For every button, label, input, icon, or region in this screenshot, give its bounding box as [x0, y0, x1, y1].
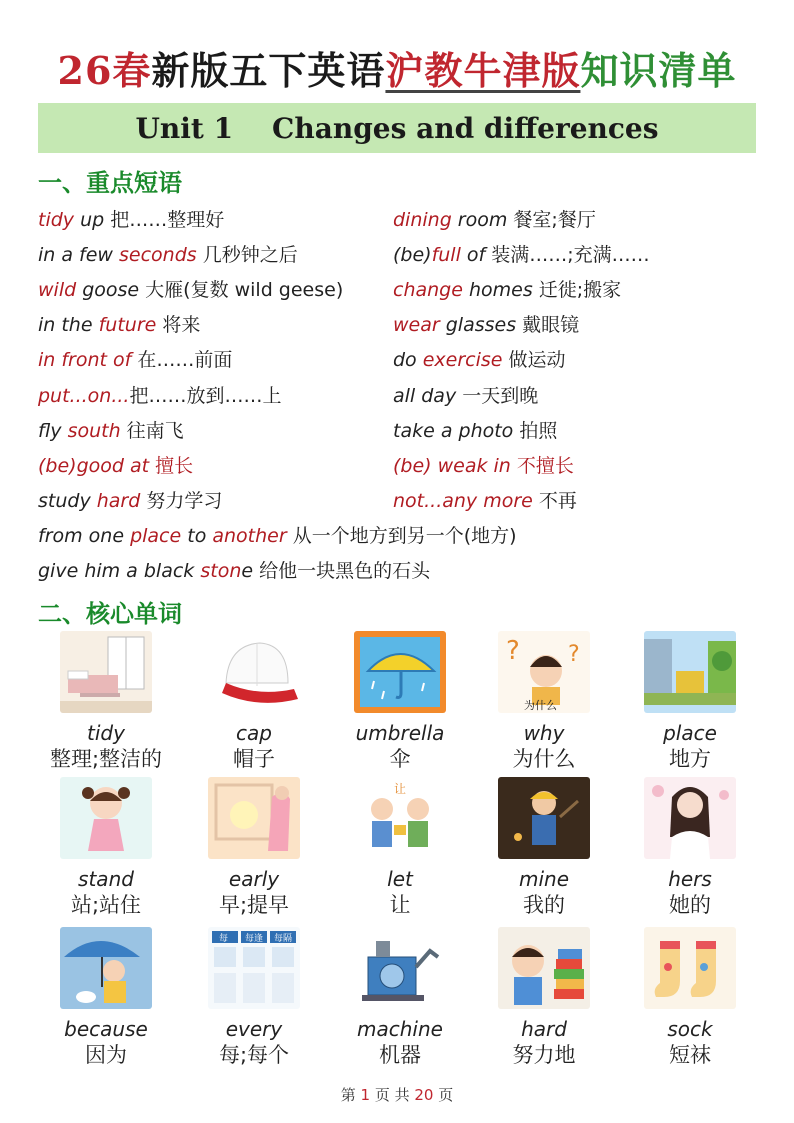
word-chinese: 我的 — [523, 893, 565, 917]
phrase-text: seconds — [119, 244, 197, 267]
word-card — [620, 927, 760, 1069]
phrase-text: homes — [462, 279, 539, 302]
rain-girl-image — [60, 927, 152, 1009]
phrase-meaning: 努力学习 — [146, 489, 223, 512]
phrase-text: take a photo — [393, 419, 520, 442]
word-card — [474, 631, 614, 773]
why-image — [498, 631, 590, 713]
phrase-meaning: 拍照 — [519, 419, 558, 442]
title-year: 26春 — [57, 48, 152, 93]
phrase-item — [38, 416, 184, 443]
word-english: let — [387, 867, 413, 891]
phrase-text: ston — [200, 560, 242, 582]
umbrella-image — [354, 631, 446, 713]
word-chinese: 地方 — [669, 747, 711, 771]
word-card — [474, 777, 614, 919]
phrase-text: tidy — [38, 209, 75, 231]
footer-prefix: 第 — [340, 1086, 361, 1104]
phrase-meaning: 从一个地方到另一个(地方) — [292, 524, 517, 547]
word-chinese: 为什么 — [512, 747, 576, 771]
phrase-meaning: 将来 — [162, 314, 201, 337]
place-image — [644, 631, 736, 713]
phrase-text: up — [74, 209, 111, 231]
phrase-item — [38, 205, 224, 232]
phrase-text: in a few — [38, 244, 120, 267]
word-card — [184, 927, 324, 1069]
miner-image — [498, 777, 590, 859]
phrase-text: room — [451, 209, 514, 231]
phrase-meaning: 几秒钟之后 — [202, 244, 298, 267]
word-english: sock — [667, 1017, 713, 1041]
phrase-text: e — [241, 560, 260, 582]
phrase-text: (be) — [393, 244, 432, 267]
section-heading-phrases: 一、重点短语 — [38, 169, 182, 197]
phrase-text: wear — [393, 314, 440, 337]
phrase-text: exercise — [422, 349, 503, 372]
word-chinese: 因为 — [85, 1043, 127, 1067]
phrase-item — [38, 381, 281, 408]
phrase-meaning: 在……前面 — [137, 349, 233, 372]
word-chinese: 她的 — [669, 893, 711, 917]
phrase-text: place — [130, 524, 182, 547]
phrase-item — [38, 486, 222, 513]
word-english: hers — [668, 867, 712, 891]
word-english: machine — [357, 1017, 443, 1041]
word-card — [330, 777, 470, 919]
phrase-text: wild — [38, 279, 77, 302]
phrase-text: all day — [393, 384, 463, 407]
machine-image — [354, 927, 446, 1009]
word-chinese: 机器 — [379, 1043, 421, 1067]
phrase-meaning: 不再 — [538, 489, 577, 512]
phrase-meaning: 做运动 — [508, 349, 566, 372]
phrase-meaning: 戴眼镜 — [522, 314, 580, 337]
word-card — [36, 777, 176, 919]
phrase-meaning: 一天到晚 — [462, 384, 539, 407]
word-card — [184, 777, 324, 919]
page-footer — [0, 1084, 794, 1105]
early-morning-image — [208, 777, 300, 859]
phrase-text: full — [431, 244, 461, 267]
word-english: why — [523, 721, 565, 745]
section-heading-words: 二、核心单词 — [38, 600, 182, 628]
phrase-item — [393, 310, 579, 337]
phrase-item — [38, 240, 298, 267]
phrase-meaning: 把……整理好 — [110, 209, 225, 231]
phrase-meaning: 往南飞 — [126, 419, 184, 442]
every-chart-image — [208, 927, 300, 1009]
phrase-item — [38, 521, 517, 548]
phrase-item — [38, 345, 232, 372]
word-chinese: 每;每个 — [218, 1043, 290, 1067]
phrase-item — [393, 451, 574, 478]
word-card — [620, 631, 760, 773]
word-english: early — [228, 867, 280, 891]
phrase-item — [393, 205, 596, 232]
phrase-meaning: 大雁(复数 wild geese) — [145, 279, 344, 302]
word-chinese: 早;提早 — [218, 893, 290, 917]
phrase-meaning: 给他一块黑色的石头 — [259, 560, 431, 582]
footer-suffix: 页 — [433, 1086, 454, 1104]
phrase-item — [393, 240, 650, 267]
phrase-item — [393, 486, 577, 513]
unit-banner — [38, 103, 756, 153]
phrase-meaning: 不擅长 — [516, 454, 574, 477]
page-title — [0, 40, 794, 95]
phrase-meaning: 餐室;餐厅 — [513, 209, 596, 231]
phrase-text: from one — [38, 524, 131, 547]
phrase-text: future — [98, 314, 157, 337]
total-pages: 20 — [414, 1086, 434, 1104]
word-chinese: 整理;整洁的 — [49, 747, 163, 771]
word-english: mine — [518, 867, 570, 891]
phrase-text: (be)good at — [38, 454, 150, 477]
word-chinese: 帽子 — [233, 747, 275, 771]
phrase-text: in front of — [38, 349, 132, 372]
phrase-text: dining — [393, 209, 452, 231]
word-chinese: 努力地 — [512, 1043, 576, 1067]
let-image-caption: 让 — [394, 782, 407, 796]
cap-image — [208, 631, 300, 713]
phrase-text: goose — [76, 279, 146, 302]
word-english: every — [225, 1017, 283, 1041]
phrase-text: hard — [96, 489, 141, 512]
word-english: cap — [236, 721, 272, 745]
bedroom-image — [60, 631, 152, 713]
unit-title: Unit 1 Changes and differences — [135, 111, 659, 145]
phrase-text: south — [67, 419, 121, 442]
phrase-meaning: 迁徙;搬家 — [538, 279, 622, 302]
phrase-text: another — [212, 524, 287, 547]
word-english: stand — [78, 867, 134, 891]
word-card — [620, 777, 760, 919]
title-edition: 沪教牛津版 — [385, 48, 581, 93]
phrase-item — [393, 381, 538, 408]
every-label-3: 每隔 — [274, 934, 293, 944]
phrase-text: glasses — [439, 314, 523, 337]
phrase-text: (be) weak in — [393, 454, 511, 477]
footer-mid: 页 共 — [370, 1086, 415, 1104]
phrase-text: not...any more — [393, 489, 533, 512]
phrase-text: study — [38, 489, 97, 512]
word-card — [36, 631, 176, 773]
word-english: umbrella — [355, 721, 445, 745]
svg-text:?: ? — [568, 642, 580, 667]
phrase-item — [38, 451, 193, 478]
woman-image — [644, 777, 736, 859]
phrase-item — [38, 556, 430, 583]
word-english: place — [663, 721, 717, 745]
word-card — [330, 927, 470, 1069]
svg-text:?: ? — [506, 636, 520, 666]
phrase-item — [38, 275, 343, 302]
word-card — [330, 631, 470, 773]
word-card — [474, 927, 614, 1069]
every-label-1: 每 — [219, 934, 229, 944]
phrase-text: do — [393, 349, 423, 372]
why-image-caption: 为什么 — [524, 699, 557, 712]
phrase-item — [38, 310, 200, 337]
phrase-text: put...on... — [38, 384, 130, 407]
word-card — [184, 631, 324, 773]
standing-girl-image — [60, 777, 152, 859]
blocks-boy-image — [498, 927, 590, 1009]
word-english: because — [64, 1017, 148, 1041]
phrase-meaning: 装满……;充满…… — [491, 244, 650, 267]
phrase-text: in the — [38, 314, 99, 337]
word-card — [36, 927, 176, 1069]
phrase-item — [393, 345, 566, 372]
phrase-text: of — [460, 244, 492, 267]
socks-image — [644, 927, 736, 1009]
phrase-text: change — [393, 279, 463, 302]
phrase-item — [393, 275, 621, 302]
phrase-meaning: 擅长 — [155, 454, 194, 477]
every-label-2: 每逢 — [245, 934, 264, 944]
word-chinese: 短袜 — [669, 1043, 711, 1067]
word-chinese: 让 — [389, 893, 411, 917]
title-main: 新版五下英语 — [151, 48, 386, 93]
current-page: 1 — [360, 1086, 371, 1104]
word-english: hard — [521, 1017, 567, 1041]
word-chinese: 伞 — [389, 747, 411, 771]
phrase-meaning: 把……放到……上 — [129, 384, 282, 407]
word-english: tidy — [87, 721, 125, 745]
phrase-item — [393, 416, 557, 443]
let-image — [354, 777, 446, 859]
phrase-text: fly — [38, 419, 68, 442]
word-chinese: 站;站住 — [70, 893, 142, 917]
phrase-text: to — [181, 524, 213, 547]
phrase-text: give him a black — [38, 560, 201, 582]
title-suffix: 知识清单 — [580, 48, 737, 93]
